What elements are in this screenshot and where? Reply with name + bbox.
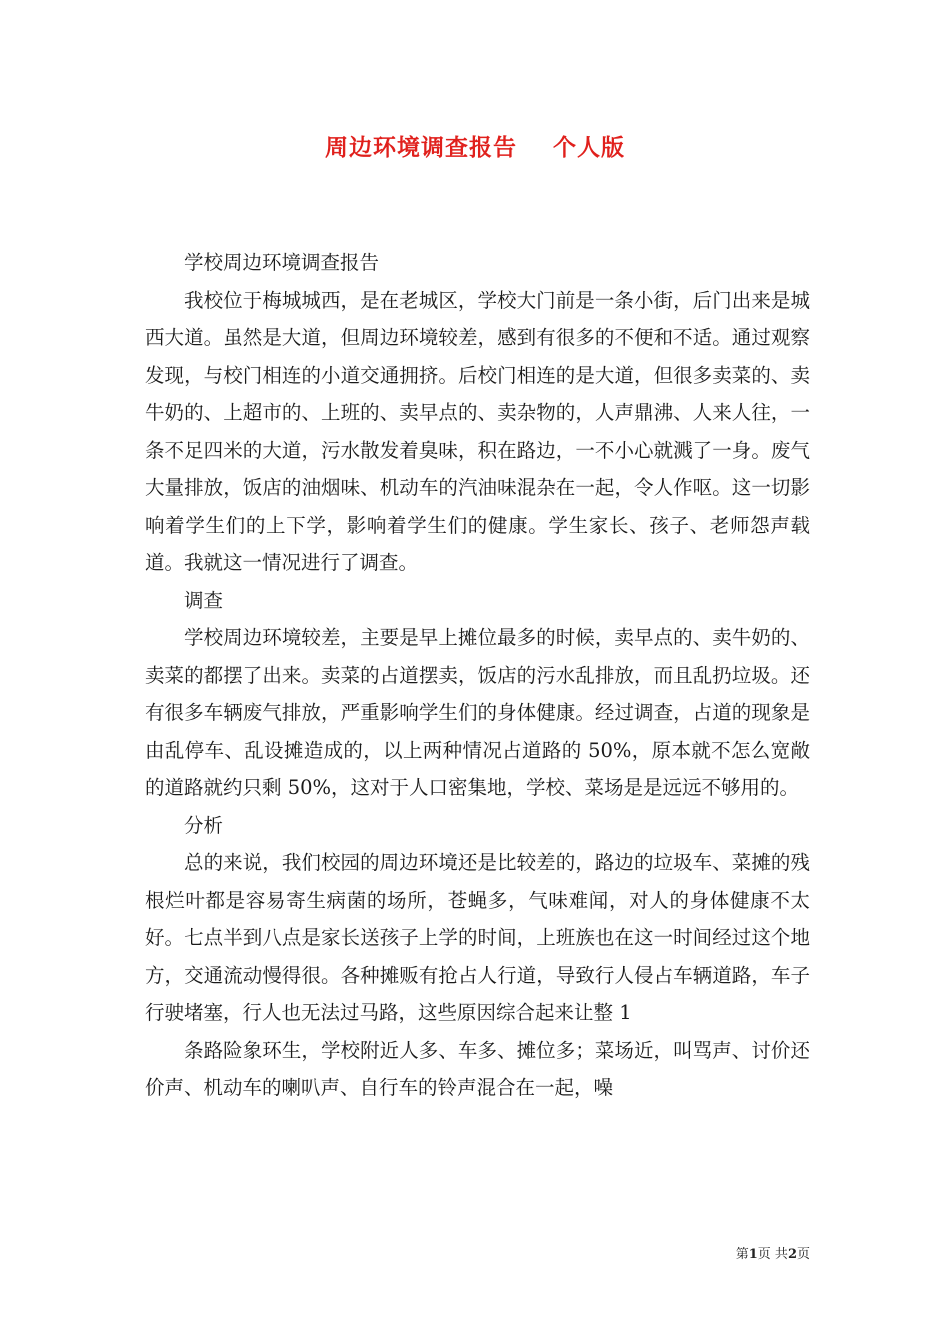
footer-suffix: 页 [796,1247,810,1262]
footer-current-page: 1 [748,1247,758,1262]
paragraph-heading-report: 学校周边环境调查报告 [184,251,380,274]
paragraph-heading-analysis: 分析 [184,813,224,837]
footer-prefix: 第 [735,1247,749,1262]
paragraph-intro: 我校位于梅城城西，是在老城区，学校大门前是一条小街，后门出来是城西大道。虽然是大道，但周边环境较差，感到有很多的不便和不适。通过观察发现，与校门相连的小道交通拥挤。后校门相连的是大道，但很多卖菜的、卖牛奶的、上超市的、上班的、卖早点的、卖杂物的，人声鼎沸、人来人往，一条不足四米的大道，污水散发着臭味，积在路边，一不小心就溅了一身。废气大量排放，饭店的油烟味、机动车的汽油味混杂在一起，令人作呕。这一切影响着学生们的上下学，影响着学生们的健康。学生家长、孩子、老师怨声载道。我就这一情况进行了调查。 [145,288,810,574]
footer-middle: 页 共 [757,1247,788,1262]
paragraph-continued: 条路险象环生，学校附近人多、车多、摊位多；菜场近，叫骂声、讨价还价声、机动车的喇叭声、自行车的铃声混合在一起，噪 [145,1038,810,1099]
document-title: 周边环境调查报告 个人版 [324,134,626,161]
footer-total-pages: 2 [787,1247,797,1262]
page-footer [690,1246,810,1264]
paragraph-analysis: 总的来说，我们校园的周边环境还是比较差的，路边的垃圾车、菜摊的残根烂叶都是容易寄生病菌的场所，苍蝇多，气味难闻，对人的身体健康不太好。七点半到八点是家长送孩子上学的时间，上班族也在这一时间经过这个地方，交通流动慢得很。各种摊贩有抢占人行道，导致行人侵占车辆道路，车子行驶堵塞，行人也无法过马路，这些原因综合起来让整 1 [145,851,810,1024]
document-body [145,244,810,1107]
paragraph-survey: 学校周边环境较差，主要是早上摊位最多的时候，卖早点的、卖牛奶的、卖菜的都摆了出来。卖菜的占道摆卖，饭店的污水乱排放，而且乱扔垃圾。还有很多车辆废气排放，严重影响学生们的身体健康。经过调查，占道的现象是由乱停车、乱设摊造成的，以上两种情况占道路的 50%，原本就不怎么宽敞的道路就约只剩 50%，这对于人口密集地，学校、菜场是是远远不够用的。 [145,626,810,799]
paragraph-heading-survey: 调查 [184,588,224,612]
